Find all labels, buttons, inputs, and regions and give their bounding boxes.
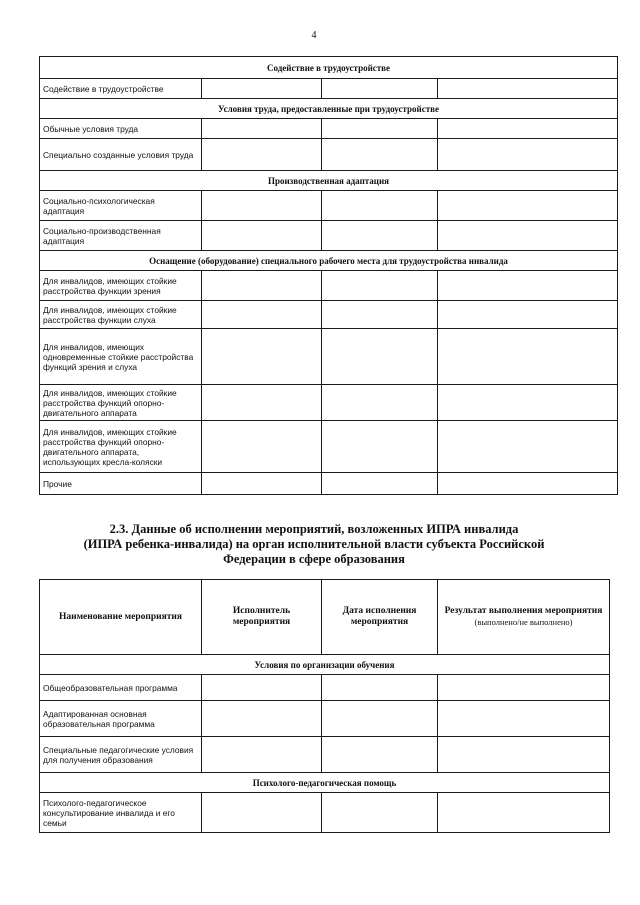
row-label: Специальные педагогические условия для получения образования bbox=[40, 737, 202, 773]
row-label: Адаптированная основная образовательная программа bbox=[40, 701, 202, 737]
row-label: Для инвалидов, имеющих стойкие расстройства функций опорно-двигательного аппарата bbox=[40, 385, 202, 421]
page-number: 4 bbox=[311, 30, 317, 41]
section-title: Условия по организации обучения bbox=[40, 655, 610, 675]
empty-cell bbox=[202, 421, 322, 473]
empty-cell bbox=[202, 191, 322, 221]
empty-cell bbox=[322, 271, 438, 301]
row-label: Специально созданные условия труда bbox=[40, 139, 202, 171]
section-row bbox=[40, 99, 618, 119]
section-title: Условия труда, предоставленные при трудоустройстве bbox=[40, 99, 618, 119]
section-title: Содействие в трудоустройстве bbox=[40, 57, 618, 79]
empty-cell bbox=[322, 737, 438, 773]
education-table bbox=[39, 579, 610, 833]
empty-cell bbox=[202, 385, 322, 421]
empty-cell bbox=[438, 737, 610, 773]
row-label: Для инвалидов, имеющих стойкие расстройства функции зрения bbox=[40, 271, 202, 301]
empty-cell bbox=[322, 793, 438, 833]
header-row bbox=[40, 580, 610, 655]
table-row bbox=[40, 701, 610, 737]
table-row bbox=[40, 79, 618, 99]
empty-cell bbox=[322, 675, 438, 701]
header-event-name: Наименование мероприятия bbox=[40, 580, 202, 655]
section-title: Производственная адаптация bbox=[40, 171, 618, 191]
empty-cell bbox=[438, 793, 610, 833]
section-row bbox=[40, 57, 618, 79]
empty-cell bbox=[322, 329, 438, 385]
table-row bbox=[40, 139, 618, 171]
table-row bbox=[40, 385, 618, 421]
empty-cell bbox=[322, 119, 438, 139]
empty-cell bbox=[322, 421, 438, 473]
empty-cell bbox=[438, 271, 618, 301]
table-row bbox=[40, 301, 618, 329]
empty-cell bbox=[438, 191, 618, 221]
table-row bbox=[40, 191, 618, 221]
empty-cell bbox=[322, 79, 438, 99]
empty-cell bbox=[202, 737, 322, 773]
table-row bbox=[40, 329, 618, 385]
section-heading-line: 2.3. Данные об исполнении мероприятий, возложенных ИПРА инвалида bbox=[109, 522, 519, 536]
table-row bbox=[40, 221, 618, 251]
row-label: Для инвалидов, имеющих одновременные стойкие расстройства функций зрения и слуха bbox=[40, 329, 202, 385]
row-label: Общеобразовательная программа bbox=[40, 675, 202, 701]
empty-cell bbox=[202, 119, 322, 139]
employment-table bbox=[39, 56, 618, 495]
table-row bbox=[40, 737, 610, 773]
empty-cell bbox=[202, 79, 322, 99]
table-row bbox=[40, 675, 610, 701]
section-row bbox=[40, 655, 610, 675]
table-row bbox=[40, 793, 610, 833]
section-heading-line: Федерации в сфере образования bbox=[223, 552, 405, 566]
row-label: Прочие bbox=[40, 473, 202, 495]
empty-cell bbox=[322, 473, 438, 495]
empty-cell bbox=[438, 221, 618, 251]
section-row bbox=[40, 251, 618, 271]
empty-cell bbox=[438, 119, 618, 139]
empty-cell bbox=[438, 139, 618, 171]
row-label: Содействие в трудоустройстве bbox=[40, 79, 202, 99]
empty-cell bbox=[202, 329, 322, 385]
empty-cell bbox=[322, 139, 438, 171]
empty-cell bbox=[202, 675, 322, 701]
header-result-sub: (выполнено/не выполнено) bbox=[474, 617, 573, 627]
row-label: Для инвалидов, имеющих стойкие расстройства функции слуха bbox=[40, 301, 202, 329]
empty-cell bbox=[438, 701, 610, 737]
empty-cell bbox=[202, 473, 322, 495]
empty-cell bbox=[202, 701, 322, 737]
empty-cell bbox=[322, 301, 438, 329]
empty-cell bbox=[322, 385, 438, 421]
empty-cell bbox=[202, 221, 322, 251]
section-title: Оснащение (оборудование) специального рабочего места для трудоустройства инвалида bbox=[40, 251, 618, 271]
table-row bbox=[40, 421, 618, 473]
empty-cell bbox=[438, 79, 618, 99]
row-label: Для инвалидов, имеющих стойкие расстройства функций опорно-двигательного аппарата, использующих кресла-коляски bbox=[40, 421, 202, 473]
empty-cell bbox=[438, 421, 618, 473]
empty-cell bbox=[438, 301, 618, 329]
section-title: Психолого-педагогическая помощь bbox=[40, 773, 610, 793]
table-row bbox=[40, 271, 618, 301]
table-row bbox=[40, 119, 618, 139]
header-date: Дата исполнения мероприятия bbox=[322, 580, 438, 655]
row-label: Психолого-педагогическое консультирование инвалида и его семьи bbox=[40, 793, 202, 833]
empty-cell bbox=[438, 675, 610, 701]
section-row bbox=[40, 773, 610, 793]
section-heading-line: (ИПРА ребенка-инвалида) на орган исполнительной власти субъекта Российской bbox=[83, 537, 545, 551]
row-label: Социально-производственная адаптация bbox=[40, 221, 202, 251]
empty-cell bbox=[322, 221, 438, 251]
empty-cell bbox=[202, 139, 322, 171]
header-result bbox=[438, 580, 610, 655]
row-label: Социально-психологическая адаптация bbox=[40, 191, 202, 221]
empty-cell bbox=[202, 271, 322, 301]
empty-cell bbox=[438, 385, 618, 421]
empty-cell bbox=[438, 473, 618, 495]
row-label: Обычные условия труда bbox=[40, 119, 202, 139]
empty-cell bbox=[202, 793, 322, 833]
table-row bbox=[40, 473, 618, 495]
section-row bbox=[40, 171, 618, 191]
empty-cell bbox=[322, 701, 438, 737]
header-result-label: Результат выполнения мероприятия bbox=[444, 606, 603, 616]
empty-cell bbox=[202, 301, 322, 329]
header-executor: Исполнитель мероприятия bbox=[202, 580, 322, 655]
section-heading bbox=[0, 522, 628, 567]
empty-cell bbox=[322, 191, 438, 221]
empty-cell bbox=[438, 329, 618, 385]
